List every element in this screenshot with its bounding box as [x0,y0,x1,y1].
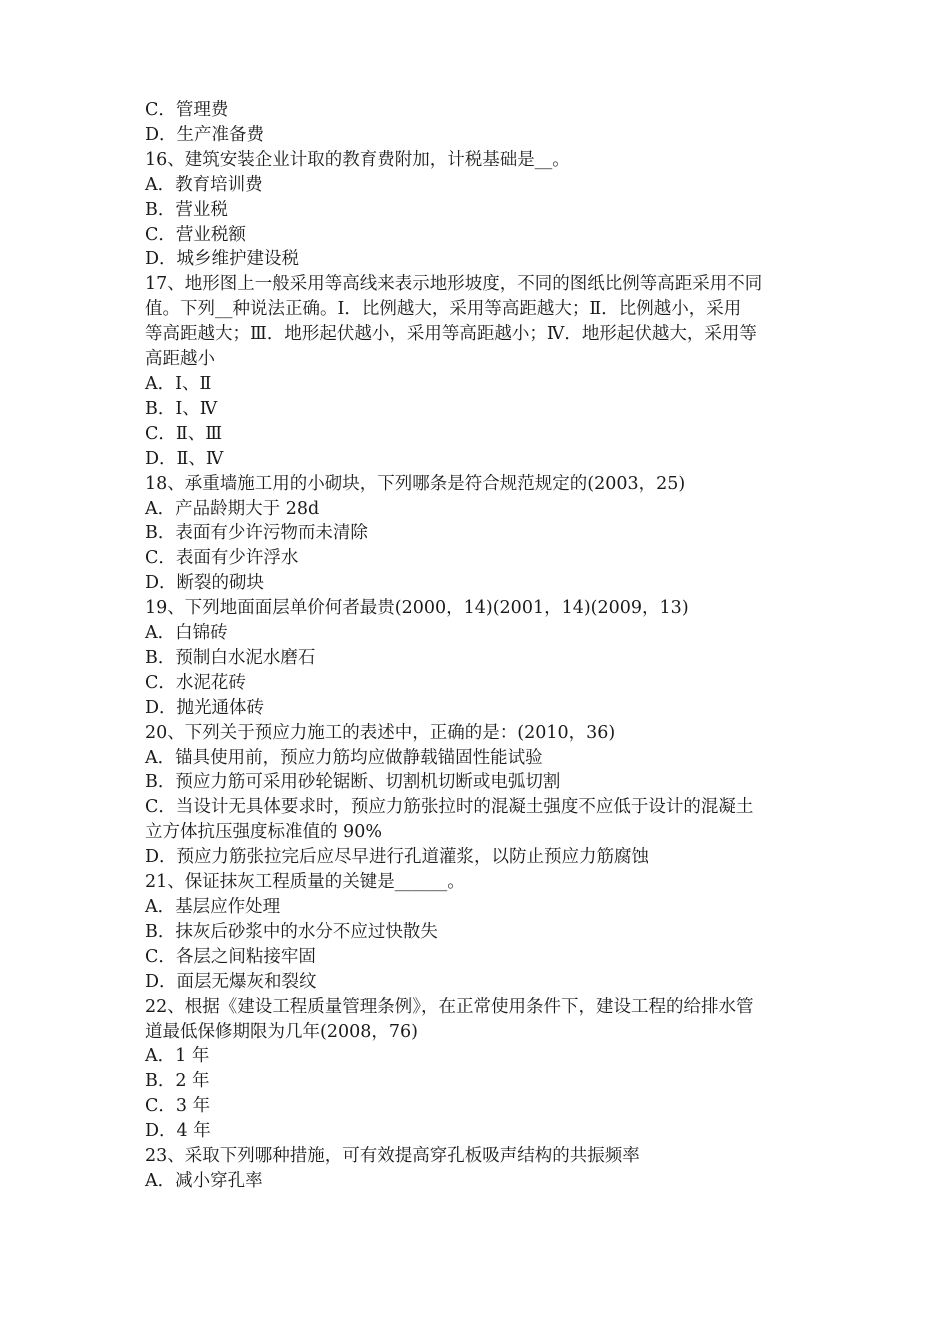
answer-option: A．1 年 [145,1046,210,1067]
question-text-line: 23、采取下列哪种措施，可有效提高穿孔板吸声结构的共振频率 [145,1146,640,1167]
answer-option: B．Ⅰ、Ⅳ [145,398,218,419]
answer-option: B．抹灰后砂浆中的水分不应过快散失 [145,921,438,942]
question-text-line: 道最低保修期限为几年(2008，76) [145,1021,418,1042]
answer-option: A．锚具使用前，预应力筋均应做静载锚固性能试验 [145,747,543,768]
answer-option: A．白锦砖 [145,623,228,644]
answer-option: C．3 年 [145,1096,211,1117]
question-text-line: 22、根据《建设工程质量管理条例》，在正常使用条件下，建设工程的给排水管 [145,996,754,1017]
answer-option: C．当设计无具体要求时，预应力筋张拉时的混凝土强度不应低于设计的混凝土 [145,797,754,818]
answer-option: D．抛光通体砖 [145,697,265,718]
answer-option: A．基层应作处理 [145,897,281,917]
answer-option: D．城乡维护建设税 [145,249,300,270]
answer-option: C．各层之间粘接牢固 [145,946,316,967]
question-text-line: 20、下列关于预应力施工的表述中，正确的是：(2010，36) [145,722,616,743]
question-text-line: 18、承重墙施工用的小砌块，下列哪条是符合规范规定的(2003，25) [145,473,686,494]
answer-option: B．2 年 [145,1071,210,1092]
answer-option: A．产品龄期大于 28d [145,498,320,519]
answer-option: D．Ⅱ、Ⅳ [145,448,224,469]
answer-option: C．营业税额 [145,224,246,245]
question-text-line: 等高距越大；Ⅲ．地形起伏越小，采用等高距越小；Ⅳ．地形起伏越大，采用等 [145,324,757,345]
question-text-line: 17、地形图上一般采用等高线来表示地形坡度，不同的图纸比例等高距采用不同 [145,274,763,295]
question-text-line: 19、下列地面面层单价何者最贵(2000，14)(2001，14)(2009，13) [145,598,689,619]
answer-option: D．4 年 [145,1121,211,1142]
answer-option: B．预制白水泥水磨石 [145,647,316,668]
answer-option: C．管理费 [145,100,229,120]
answer-option: D．断裂的砌块 [145,573,265,594]
answer-option: C．表面有少许浮水 [145,548,299,569]
question-text-line: 16、建筑安装企业计取的教育费附加，计税基础是__。 [145,149,570,170]
answer-option: B．预应力筋可采用砂轮锯断、切割机切断或电弧切割 [145,772,561,793]
answer-option: A．减小穿孔率 [145,1170,263,1191]
question-text-line: 21、保证抹灰工程质量的关键是______。 [145,872,465,893]
answer-option: D．生产准备费 [145,124,265,145]
answer-option: A．Ⅰ、Ⅱ [145,373,212,394]
answer-option: 立方体抗压强度标准值的 90% [145,822,382,843]
answer-option: D．面层无爆灰和裂纹 [145,971,317,992]
answer-option: B．营业税 [145,199,228,220]
question-text-line: 高距越小 [145,349,215,370]
answer-option: B．表面有少许污物而未清除 [145,523,368,544]
question-text-line: 值。下列__种说法正确。Ⅰ．比例越大，采用等高距越大；Ⅱ．比例越小，采用 [145,299,742,320]
answer-option: C．水泥花砖 [145,672,246,693]
answer-option: D．预应力筋张拉完后应尽早进行孔道灌浆，以防止预应力筋腐蚀 [145,847,650,868]
answer-option: A．教育培训费 [145,174,263,195]
document-body [145,98,817,1194]
answer-option: C．Ⅱ、Ⅲ [145,423,223,444]
